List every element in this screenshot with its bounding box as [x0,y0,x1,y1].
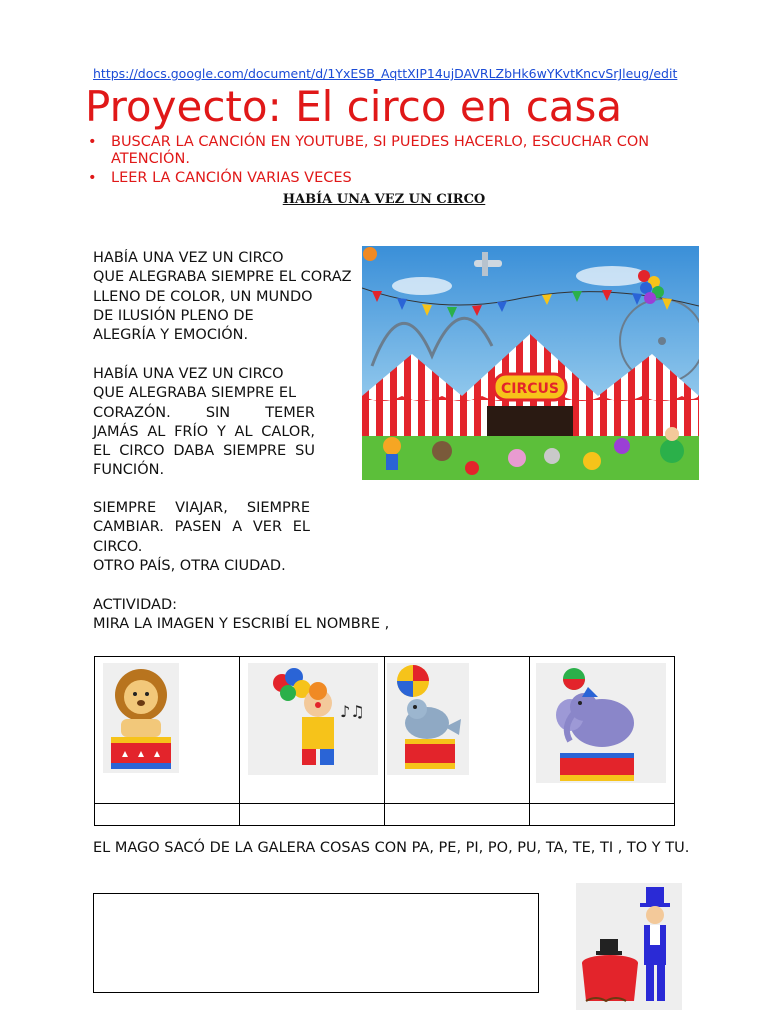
activity-block [93,596,389,635]
song-line: DE ILUSIÓN PLENO DE [93,307,254,324]
clown-picture [240,657,384,799]
activity-label: ACTIVIDAD: [93,597,177,613]
song-line: QUE ALEGRABA SIEMPRE EL CORAZ [93,269,352,286]
song-stanza-1 [93,249,368,345]
song-line: SIEMPRE VIAJAR, SIEMPRE [93,500,310,516]
instruction-item: • BUSCAR LA CANCIÓN EN YOUTUBE, SI PUEDES HACERLO, ESCUCHAR CON ATENCIÓN. [88,134,708,168]
song-stanza-2 [93,365,315,481]
warning-icon [363,247,377,261]
mago-instruction: EL MAGO SACÓ DE LA GALERA COSAS CON PA, PE, PI, PO, PU, TA, TE, TI , TO Y TU. [93,840,690,856]
song-line: JAMÁS AL FRÍO Y AL CALOR, [93,423,315,440]
answer-cell-clown[interactable] [240,804,385,826]
table-cell [240,657,385,804]
song-line: QUE ALEGRABA SIEMPRE EL [93,385,297,402]
activity-prompt: MIRA LA IMAGEN Y ESCRIBÍ EL NOMBRE , [93,616,390,633]
magician-illustration [576,883,682,1010]
circus-illustration [362,246,699,480]
answer-cell-lion[interactable] [95,804,240,826]
song-title: HABÍA UNA VEZ UN CIRCO [282,192,486,207]
picture-table [94,656,675,826]
instruction-item: • LEER LA CANCIÓN VARIAS VECES [88,170,708,187]
table-cell [385,657,530,804]
song-line: FUNCIÓN. [93,462,165,479]
table-cell [95,657,240,804]
seal-picture [385,657,529,799]
lion-picture [95,657,239,799]
song-stanza-3 [93,499,310,576]
document-link[interactable]: https://docs.google.com/document/d/1YxESB_AqttXIP14ujDAVRLZbHk6wYKvtKncvSrJleug/edit [93,66,678,81]
song-line: OTRO PAÍS, OTRA CIUDAD. [93,557,286,574]
instructions-list [88,134,708,189]
song-line: HABÍA UNA VEZ UN CIRCO [93,366,284,382]
song-line: ALEGRÍA Y EMOCIÓN. [93,327,249,344]
answer-cell-seal[interactable] [385,804,530,826]
circus-sign: CIRCUS [501,381,559,397]
song-line: CIRCO. [93,538,143,555]
song-line: CORAZÓN. SIN TEMER [93,404,315,421]
table-cell [530,657,675,804]
song-line: HABÍA UNA VEZ UN CIRCO [93,250,284,266]
svg-text:♪♫: ♪♫ [340,702,365,721]
elephant-picture [530,657,674,799]
answer-cell-elephant[interactable] [530,804,675,826]
song-line: CAMBIAR. PASEN A VER EL [93,519,310,536]
song-line: EL CIRCO DABA SIEMPRE SU [93,443,315,460]
song-line: LLENO DE COLOR, UN MUNDO [93,288,313,305]
answer-box[interactable] [93,893,539,993]
page-title: Proyecto: El circo en casa [85,82,623,131]
